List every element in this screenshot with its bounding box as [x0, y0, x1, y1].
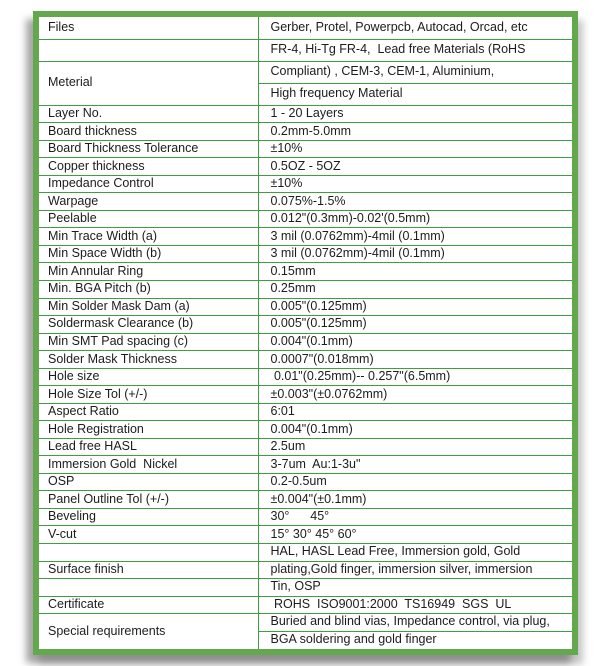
table-row	[39, 333, 572, 351]
spec-value: 1 - 20 Layers	[258, 105, 572, 123]
spec-table-body	[39, 17, 572, 649]
spec-label: V-cut	[39, 526, 258, 544]
spec-value: 0.012"(0.3mm)-0.02'(0.5mm)	[258, 210, 572, 228]
spec-value: 0.01"(0.25mm)-- 0.257"(6.5mm)	[258, 368, 572, 386]
table-row	[39, 158, 572, 176]
spec-value: 0.0007"(0.018mm)	[258, 351, 572, 369]
spec-value: Buried and blind vias, Impedance control, via plug,	[258, 614, 572, 632]
table-row	[39, 543, 572, 561]
table-row	[39, 561, 572, 579]
spec-label: Files	[39, 17, 258, 39]
spec-value: 0.004"(0.1mm)	[258, 333, 572, 351]
spec-value: 0.075%-1.5%	[258, 193, 572, 211]
table-row	[39, 508, 572, 526]
table-row	[39, 39, 572, 61]
spec-label: Hole size	[39, 368, 258, 386]
table-row	[39, 351, 572, 369]
spec-label: Min. BGA Pitch (b)	[39, 281, 258, 299]
spec-label: Layer No.	[39, 105, 258, 123]
table-row	[39, 228, 572, 246]
spec-value: 30° 45°	[258, 508, 572, 526]
spec-label: Peelable	[39, 210, 258, 228]
spec-value: 0.5OZ - 5OZ	[258, 158, 572, 176]
spec-label: Copper thickness	[39, 158, 258, 176]
spec-label: Meterial	[39, 61, 258, 105]
spec-label: Surface finish	[39, 561, 258, 579]
spec-value: 0.004"(0.1mm)	[258, 421, 572, 439]
spec-label: Panel Outline Tol (+/-)	[39, 491, 258, 509]
table-row	[39, 210, 572, 228]
spec-value: 0.2-0.5um	[258, 473, 572, 491]
spec-value: FR-4, Hi-Tg FR-4, Lead free Materials (RoHS	[258, 39, 572, 61]
spec-value: 0.25mm	[258, 281, 572, 299]
table-row	[39, 245, 572, 263]
table-row	[39, 368, 572, 386]
table-row	[39, 140, 572, 158]
table-row	[39, 456, 572, 474]
spec-label: Beveling	[39, 508, 258, 526]
spec-label: Immersion Gold Nickel	[39, 456, 258, 474]
spec-value: Gerber, Protel, Powerpcb, Autocad, Orcad, etc	[258, 17, 572, 39]
table-row	[39, 17, 572, 39]
spec-label: Board Thickness Tolerance	[39, 140, 258, 158]
spec-value: plating,Gold finger, immersion silver, immersion	[258, 561, 572, 579]
spec-label: Hole Registration	[39, 421, 258, 439]
spec-label: Min Trace Width (a)	[39, 228, 258, 246]
table-row	[39, 175, 572, 193]
spec-value: 0.2mm-5.0mm	[258, 123, 572, 141]
spec-label	[39, 579, 258, 597]
table-row	[39, 473, 572, 491]
spec-label	[39, 39, 258, 61]
spec-value: 2.5um	[258, 438, 572, 456]
table-row	[39, 193, 572, 211]
spec-label	[39, 543, 258, 561]
table-row	[39, 579, 572, 597]
spec-value: 3 mil (0.0762mm)-4mil (0.1mm)	[258, 245, 572, 263]
table-row	[39, 421, 572, 439]
spec-label: Min Solder Mask Dam (a)	[39, 298, 258, 316]
table-row	[39, 316, 572, 334]
spec-value: ±10%	[258, 175, 572, 193]
spec-label: Solder Mask Thickness	[39, 351, 258, 369]
spec-value: 0.005"(0.125mm)	[258, 298, 572, 316]
spec-label: Lead free HASL	[39, 438, 258, 456]
table-row	[39, 105, 572, 123]
spec-value: HAL, HASL Lead Free, Immersion gold, Gold	[258, 543, 572, 561]
spec-label: Aspect Ratio	[39, 403, 258, 421]
spec-label: OSP	[39, 473, 258, 491]
spec-table	[39, 17, 572, 649]
spec-value: 3-7um Au:1-3u"	[258, 456, 572, 474]
spec-value: ±10%	[258, 140, 572, 158]
table-row	[39, 281, 572, 299]
spec-value: ±0.004"(±0.1mm)	[258, 491, 572, 509]
spec-value: 0.005"(0.125mm)	[258, 316, 572, 334]
spec-label: Special requirements	[39, 614, 258, 649]
table-row	[39, 298, 572, 316]
spec-label: Warpage	[39, 193, 258, 211]
spec-label: Certificate	[39, 596, 258, 614]
spec-value: Tin, OSP	[258, 579, 572, 597]
spec-value: 0.15mm	[258, 263, 572, 281]
table-row	[39, 386, 572, 404]
table-row	[39, 123, 572, 141]
spec-sheet-frame	[33, 11, 578, 655]
spec-value: High frequency Material	[258, 83, 572, 105]
spec-value: 15° 30° 45° 60°	[258, 526, 572, 544]
spec-label: Min Annular Ring	[39, 263, 258, 281]
table-row	[39, 403, 572, 421]
table-row	[39, 614, 572, 632]
spec-value: 6:01	[258, 403, 572, 421]
spec-label: Board thickness	[39, 123, 258, 141]
table-row	[39, 263, 572, 281]
spec-value: 3 mil (0.0762mm)-4mil (0.1mm)	[258, 228, 572, 246]
spec-value: BGA soldering and gold finger	[270, 632, 437, 647]
spec-value: Compliant) , CEM-3, CEM-1, Aluminium,	[258, 61, 572, 83]
spec-label: Min Space Width (b)	[39, 245, 258, 263]
spec-label: Min SMT Pad spacing (c)	[39, 333, 258, 351]
spec-label: Impedance Control	[39, 175, 258, 193]
table-row	[39, 596, 572, 614]
table-row	[39, 61, 572, 83]
spec-label: Soldermask Clearance (b)	[39, 316, 258, 334]
spec-value: ±0.003"(±0.0762mm)	[258, 386, 572, 404]
table-row	[39, 438, 572, 456]
table-row	[39, 491, 572, 509]
spec-label: Hole Size Tol (+/-)	[39, 386, 258, 404]
spec-value: ROHS ISO9001:2000 TS16949 SGS UL	[258, 596, 572, 614]
table-row	[39, 526, 572, 544]
